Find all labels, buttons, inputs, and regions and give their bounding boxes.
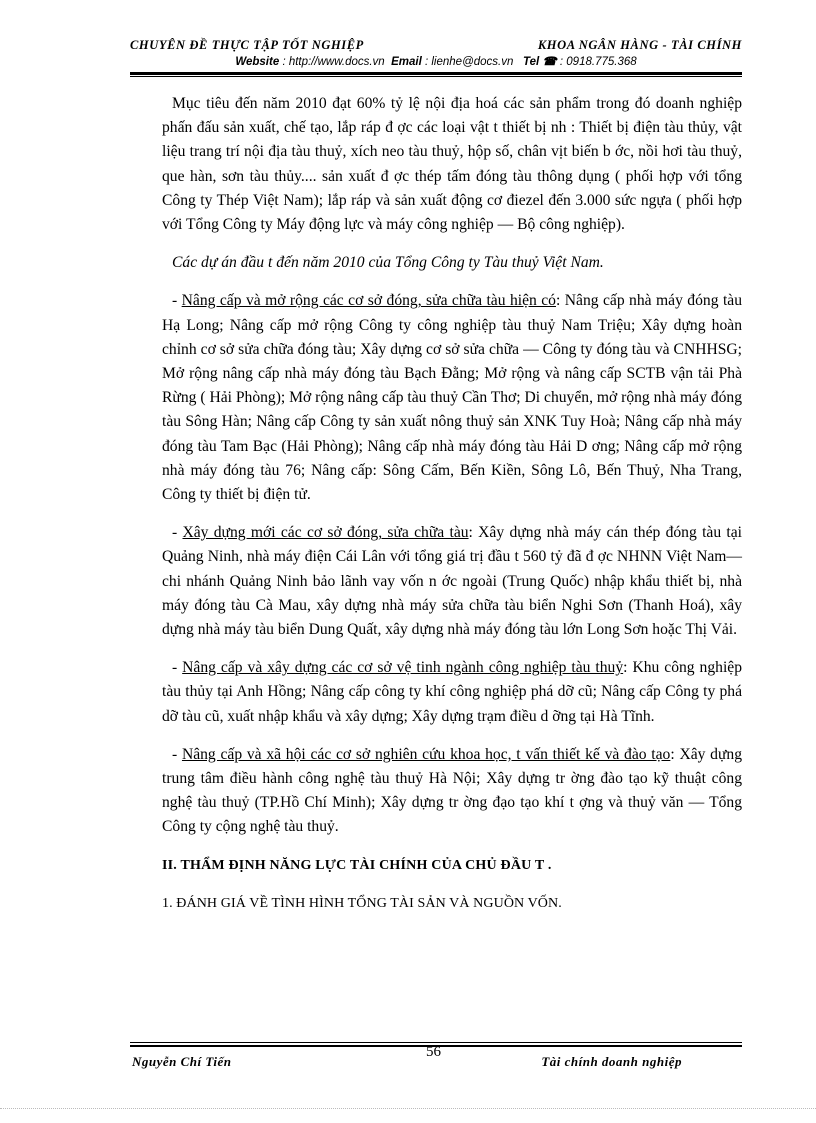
header-title-row: [130, 38, 742, 53]
website-value[interactable]: : http://www.docs.vn: [282, 56, 385, 68]
paragraph-upgrade-existing: [162, 289, 742, 507]
header-rule: [130, 72, 742, 77]
website-label: Website: [235, 56, 280, 68]
email-label: Email: [391, 56, 422, 68]
header-contact-line: [130, 54, 742, 68]
dash: -: [172, 524, 183, 542]
lead-new-facilities: Xây dựng mới các cơ sở đóng, sửa chữa tàu: [182, 524, 469, 542]
page-footer: [130, 1044, 742, 1074]
dash: -: [172, 292, 182, 310]
tel-value: : 0918.775.368: [559, 56, 637, 68]
tel-label: Tel ☎: [522, 56, 557, 68]
page-bottom-divider: [0, 1108, 816, 1109]
paragraph-goals: Mục tiêu đến năm 2010 đạt 60% tỷ lệ nội địa hoá các sản phẩm trong đó doanh nghiệp phấn đấu sản xuất, chế tạo, lắp ráp đ ợc các loại vật t thiết bị nh : Thiết bị điện tàu thủy, vật liệu trang trí nội địa tàu thuỷ, xích neo tàu thuỷ, hộp số, chân vịt biến b ớc, nồi hơi tàu thuỷ, que hàn, sơn tàu thủy.... sản xuất đ ợc thép tấm đóng tàu thông dụng ( phối hợp với tổng Công ty Thép Việt Nam); lắp ráp và sản xuất động cơ điezel đến 3.000 sức ngựa ( phối hợp với Tổng Công ty Máy động lực và máy công nghiệp — Bộ công nghiệp).: [162, 95, 742, 234]
body-upgrade-existing: : Nâng cấp nhà máy đóng tàu Hạ Long; Nâng cấp mở rộng Công ty công nghiệp tàu thuỷ Nam Triệu; Xây dựng hoàn chỉnh cơ sở sửa chữa đóng tàu; Xây dựng cơ sở sửa chữa — Công ty đóng tàu và CNHHSG; Mở rộng nâng cấp nhà máy đóng tàu Bạch Đằng; Mở rộng và nâng cấp SCTB vận tải Phà Rừng ( Hải Phòng); Mở rộng nâng cấp tàu thuỷ Cần Thơ; Di chuyển, mở rộng nhà máy đóng tàu Sông Hàn; Nâng cấp Công ty sản xuất nông thuỷ sản XNK Tuy Hoà; Nâng cấp nhà máy đóng tàu Tam Bạc (Hải Phòng); Nâng cấp nhà máy đóng tàu Hải D ơng; Nâng cấp mở rộng nhà máy đóng tàu 76; Nâng cấp: Sông Cấm, Bến Kiền, Sông Lô, Bến Thuỷ, Nha Trang, Công ty thiết bị điện tử.: [162, 292, 742, 504]
paragraph-research: [162, 743, 742, 840]
page-header: [130, 38, 742, 68]
header-right-title: KHOA NGÂN HÀNG - TÀI CHÍNH: [537, 38, 742, 52]
email-value[interactable]: : lienhe@docs.vn: [424, 56, 514, 68]
body-satellite: : Khu công nghiệp tàu thủy tại Anh Hồng; Nâng cấp công ty khí công nghiệp phá dỡ cũ; Nâng cấp Công ty phá dỡ tàu cũ, xuất nhập khẩu và xây dựng; Xây dựng trạm điều d ỡng tại Hà Tĩnh.: [162, 659, 742, 725]
header-left-title: CHUYÊN ĐỀ THỰC TẬP TỐT NGHIỆP: [130, 38, 364, 52]
lead-satellite: Nâng cấp và xây dựng các cơ sở vệ tinh ngành công nghiệp tàu thuỷ: [182, 659, 624, 677]
footer-subject: Tài chính doanh nghiệp: [541, 1054, 682, 1069]
paragraph-satellite: [162, 656, 742, 729]
dash: -: [172, 659, 183, 677]
heading-subsection-1: 1. ĐÁNH GIÁ VỀ TÌNH HÌNH TỔNG TÀI SẢN VÀ NGUỒN VỐN.: [162, 895, 562, 911]
section-subtitle-projects: Các dự án đầu t đến năm 2010 của Tổng Công ty Tàu thuỷ Việt Nam.: [172, 254, 604, 272]
lead-research: Nâng cấp và xã hội các cơ sở nghiên cứu khoa học, t vấn thiết kế và đào tạo: [181, 745, 671, 763]
body-research: : Xây dựng trung tâm điều hành công nghệ tàu thuỷ Hà Nội; Xây dựng tr ờng đào tạo kỹ thuật công nghệ tàu thuỷ (TP.Hồ Chí Minh); Xây dựng tr ờng đạo tạo khí t ợng và thuỷ văn — Tổng Công ty cộng nghệ tàu thuỷ.: [162, 745, 743, 836]
dash: -: [172, 745, 182, 763]
heading-section-ii: II. THẨM ĐỊNH NĂNG LỰC TÀI CHÍNH CỦA CHỦ ĐẦU T .: [162, 857, 552, 873]
lead-upgrade-existing: Nâng cấp và mở rộng các cơ sở đóng, sửa chữa tàu hiện có: [181, 292, 556, 310]
body-new-facilities: : Xây dựng nhà máy cán thép đóng tàu tại Quảng Ninh, nhà máy điện Cái Lân với tổng giá trị đầu t 560 tỷ đã đ ợc NHNN Việt Nam— chi nhánh Quảng Ninh bảo lãnh vay vốn n ớc ngoài (Trung Quốc) nhập khẩu thiết bị, nhà máy đóng tàu Cà Mau, xây dựng nhà máy sửa chữa tàu biển Nghi Sơn (Thanh Hoá), xây dựng nhà máy tàu biển Dung Quất, xây dựng nhà máy đóng tàu lớn Long Sơn hoặc Thị Vải.: [162, 524, 742, 639]
page-number: 56: [426, 1044, 441, 1060]
document-body: [162, 92, 742, 916]
paragraph-new-facilities: [162, 521, 742, 642]
footer-author: Nguyễn Chí Tiến: [132, 1054, 232, 1069]
